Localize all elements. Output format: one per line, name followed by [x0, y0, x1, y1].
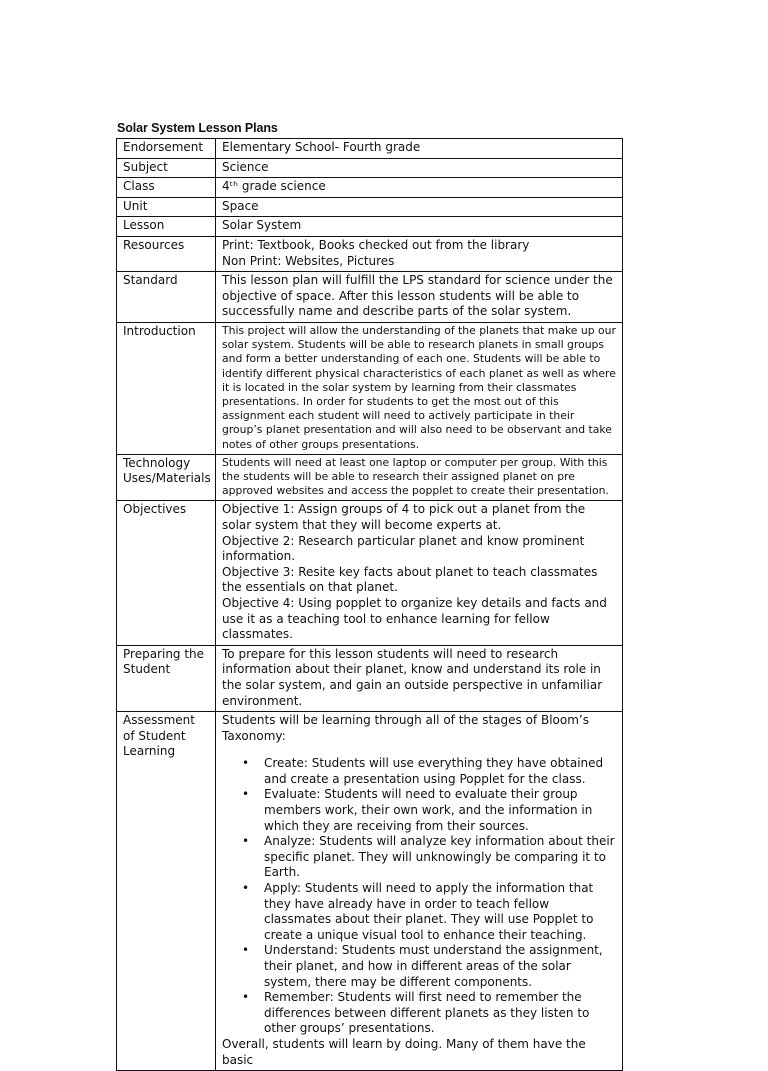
- table-row: [117, 236, 623, 271]
- table-row: [117, 645, 623, 711]
- table-row: [117, 197, 623, 217]
- row-label-resources: Resources: [117, 236, 216, 271]
- bullet-icon: •: [242, 881, 250, 896]
- bullet-icon: •: [242, 787, 250, 802]
- row-label-endorsement: Endorsement: [117, 139, 216, 159]
- row-label-standard: Standard: [117, 272, 216, 323]
- list-item: [242, 881, 617, 943]
- bullet-evaluate: Evaluate: Students will need to evaluate their group members work, their own work, and the information in which they are receiving from their sources.: [264, 787, 593, 833]
- row-label-technology: Technology Uses/Materials: [117, 454, 216, 501]
- resources-print: Print: Textbook, Books checked out from the library: [222, 237, 530, 252]
- row-value-class: 4ᵗʰ grade science: [216, 178, 623, 198]
- list-item: [242, 834, 617, 881]
- objective-1: Objective 1: Assign groups of 4 to pick out a planet from the solar system that they will become experts at.: [222, 502, 586, 532]
- objective-4: Objective 4: Using popplet to organize key details and facts and use it as a teaching tool to enhance learning for fellow classmates.: [222, 595, 607, 642]
- row-label-class: Class: [117, 178, 216, 198]
- bullet-understand: Understand: Students must understand the assignment, their planet, and how in different areas of the solar system, there may be different components.: [264, 943, 603, 989]
- bullet-remember: Remember: Students will first need to remember the differences between different planets as they listen to other groups’ presentations.: [264, 990, 590, 1036]
- table-row: [117, 139, 623, 159]
- assessment-intro: Students will be learning through all of the stages of Bloom’s Taxonomy:: [222, 713, 589, 743]
- row-label-lesson: Lesson: [117, 217, 216, 237]
- row-label-preparing: Preparing the Student: [117, 645, 216, 711]
- bullet-icon: •: [242, 834, 250, 849]
- table-row: [117, 501, 623, 645]
- lesson-plan-table: [116, 138, 623, 1071]
- row-label-unit: Unit: [117, 197, 216, 217]
- table-row: [117, 178, 623, 198]
- row-value-assessment: [216, 712, 623, 1071]
- page-title: Solar System Lesson Plans: [117, 121, 278, 135]
- row-value-resources: [216, 236, 623, 271]
- row-value-subject: Science: [216, 158, 623, 178]
- row-value-standard: This lesson plan will fulfill the LPS standard for science under the objective of space. After this lesson students will be able to successfully name and describe parts of the solar system.: [216, 272, 623, 323]
- bullet-create: Create: Students will use everything they have obtained and create a presentation using Popplet for the class.: [264, 756, 604, 786]
- row-value-introduction: This project will allow the understanding of the planets that make up our solar system. Students will be able to research planets in small groups and form a better understanding of each one. Students will be able to identify different physical characteristics of each planet as well as where it is located in the solar system by learning from their classmates presentations. In order for students to get the most out of this assignment each student will need to actively participate in their group’s planet presentation and will also need to be observant and take notes of other groups presentations.: [216, 322, 623, 454]
- row-label-objectives: Objectives: [117, 501, 216, 645]
- bullet-analyze: Analyze: Students will analyze key information about their specific planet. They will unknowingly be comparing it to Earth.: [264, 834, 615, 880]
- row-value-technology: Students will need at least one laptop or computer per group. With this the students will be able to research their assigned planet on pre approved websites and access the popplet to create their presentation.: [216, 454, 623, 501]
- table-row: [117, 217, 623, 237]
- table-row: [117, 158, 623, 178]
- objective-3: Objective 3: Resite key facts about planet to teach classmates the essentials on that planet.: [222, 564, 598, 595]
- bullet-icon: •: [242, 943, 250, 958]
- row-value-endorsement: Elementary School- Fourth grade: [216, 139, 623, 159]
- row-label-subject: Subject: [117, 158, 216, 178]
- table-row: [117, 272, 623, 323]
- table-row: [117, 454, 623, 501]
- objective-2: Objective 2: Research particular planet and know prominent information.: [222, 533, 585, 564]
- bullet-icon: •: [242, 990, 250, 1005]
- resources-nonprint: Non Print: Websites, Pictures: [222, 253, 395, 268]
- list-item: [242, 756, 617, 787]
- list-item: [242, 990, 617, 1037]
- list-item: [242, 787, 617, 834]
- assessment-outro: Overall, students will learn by doing. Many of them have the basic: [222, 1036, 586, 1067]
- row-value-lesson: Solar System: [216, 217, 623, 237]
- bullet-apply: Apply: Students will need to apply the information that they have already have in order to teach fellow classmates about their planet. They will use Popplet to create a unique visual tool to enhance their teaching.: [264, 881, 594, 942]
- row-label-assessment: Assessment of Student Learning: [117, 712, 216, 1071]
- list-item: [242, 943, 617, 990]
- table-row: [117, 712, 623, 1071]
- row-value-preparing: To prepare for this lesson students will need to research information about their planet, know and understand its role in the solar system, and gain an outside perspective in unfamiliar environment.: [216, 645, 623, 711]
- bullet-icon: •: [242, 756, 250, 771]
- blooms-list: [222, 756, 617, 1037]
- table-row: [117, 322, 623, 454]
- row-value-unit: Space: [216, 197, 623, 217]
- row-value-objectives: [216, 501, 623, 645]
- row-label-introduction: Introduction: [117, 322, 216, 454]
